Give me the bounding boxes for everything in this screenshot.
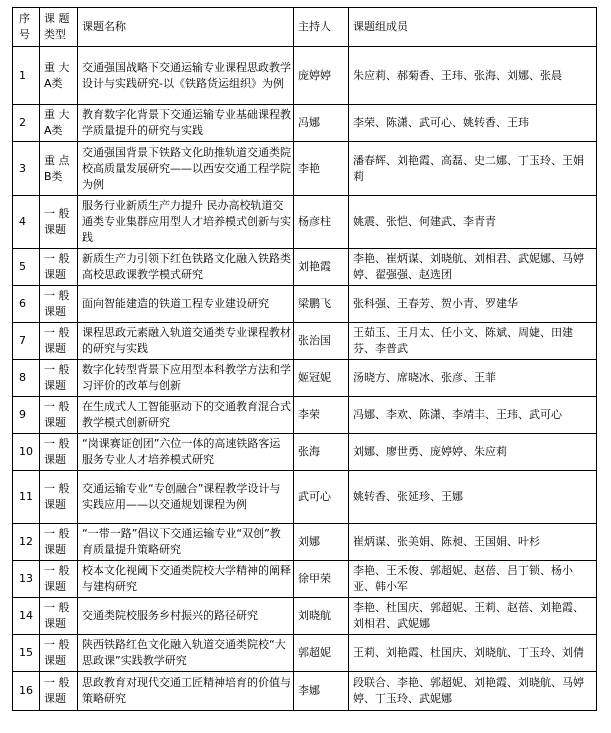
cell-type: 一 般 课题 <box>40 397 78 434</box>
cell-no: 5 <box>13 249 40 286</box>
cell-members: 姚震、张恺、何建武、李青青 <box>349 196 597 249</box>
table-row <box>13 360 597 397</box>
table-row <box>13 524 597 561</box>
cell-title: 交通强国战略下交通运输专业课程思政教学设计与实践研究-以《铁路货运组织》为例 <box>78 47 294 105</box>
cell-no: 8 <box>13 360 40 397</box>
cell-type: 一 般 课题 <box>40 635 78 672</box>
cell-host: 李娜 <box>294 672 349 711</box>
cell-type: 一 般 课题 <box>40 561 78 598</box>
table-row <box>13 105 597 142</box>
cell-type: 一 般 课题 <box>40 196 78 249</box>
cell-members: 李艳、杜国庆、郭超妮、王莉、赵蓓、刘艳霞、刘相君、武妮娜 <box>349 598 597 635</box>
cell-title: 交通类院校服务乡村振兴的路径研究 <box>78 598 294 635</box>
cell-title: 教育数字化背景下交通运输专业基础课程教学质量提升的研究与实践 <box>78 105 294 142</box>
cell-members: 王莉、刘艳霞、杜国庆、刘晓航、丁玉玲、刘倩 <box>349 635 597 672</box>
header-no: 序号 <box>13 8 40 47</box>
cell-type: 一 般 课题 <box>40 672 78 711</box>
document <box>12 7 597 711</box>
cell-members: 朱应莉、郝菊香、王玮、张海、刘娜、张晨 <box>349 47 597 105</box>
cell-title: 陕西铁路红色文化融入轨道交通类院校“大思政课”实践教学研究 <box>78 635 294 672</box>
cell-host: 李荣 <box>294 397 349 434</box>
table-row <box>13 323 597 360</box>
cell-title: “岗课赛证创团”六位一体的高速铁路客运服务专业人才培养模式研究 <box>78 434 294 471</box>
cell-title: 思政教育对现代交通工匠精神培育的价值与策略研究 <box>78 672 294 711</box>
cell-no: 11 <box>13 471 40 524</box>
table-row <box>13 598 597 635</box>
cell-type: 重 大 A类 <box>40 105 78 142</box>
cell-members: 刘娜、廖世勇、庞婷婷、朱应莉 <box>349 434 597 471</box>
cell-host: 刘晓航 <box>294 598 349 635</box>
cell-no: 2 <box>13 105 40 142</box>
header-members: 课题组成员 <box>349 8 597 47</box>
cell-members: 冯娜、李欢、陈潇、李靖丰、王玮、武可心 <box>349 397 597 434</box>
cell-host: 张海 <box>294 434 349 471</box>
table-row <box>13 635 597 672</box>
cell-host: 刘娜 <box>294 524 349 561</box>
cell-host: 郭超妮 <box>294 635 349 672</box>
table-row <box>13 397 597 434</box>
header-row <box>13 8 597 47</box>
cell-no: 16 <box>13 672 40 711</box>
cell-members: 李艳、王禾俊、郭超妮、赵蓓、吕丁锁、杨小亚、韩小军 <box>349 561 597 598</box>
cell-host: 武可心 <box>294 471 349 524</box>
cell-members: 张科强、王春芳、贺小青、罗建华 <box>349 286 597 323</box>
cell-type: 一 般 课题 <box>40 323 78 360</box>
cell-type: 重 大 A类 <box>40 47 78 105</box>
cell-no: 9 <box>13 397 40 434</box>
cell-no: 4 <box>13 196 40 249</box>
cell-title: 数字化转型背景下应用型本科教学方法和学习评价的改革与创新 <box>78 360 294 397</box>
cell-title: 在生成式人工智能驱动下的交通教育混合式教学模式创新研究 <box>78 397 294 434</box>
cell-title: 交通强国背景下铁路文化助推轨道交通类院校高质量发展研究——以西安交通工程学院为例 <box>78 142 294 196</box>
cell-no: 6 <box>13 286 40 323</box>
cell-members: 潘春辉、刘艳霞、高磊、史二娜、丁玉玲、王娟莉 <box>349 142 597 196</box>
cell-host: 冯娜 <box>294 105 349 142</box>
cell-no: 10 <box>13 434 40 471</box>
cell-host: 姬冠妮 <box>294 360 349 397</box>
cell-no: 3 <box>13 142 40 196</box>
table-body <box>13 47 597 711</box>
cell-no: 15 <box>13 635 40 672</box>
cell-title: 新质生产力引领下红色铁路文化融入铁路类高校思政课教学模式研究 <box>78 249 294 286</box>
table-row <box>13 471 597 524</box>
cell-title: 校本文化视阈下交通类院校大学精神的阐释与建构研究 <box>78 561 294 598</box>
cell-host: 梁鹏飞 <box>294 286 349 323</box>
cell-host: 李艳 <box>294 142 349 196</box>
cell-type: 一 般 课题 <box>40 524 78 561</box>
cell-members: 李艳、崔炳谋、刘晓航、刘相君、武妮娜、马婷婷、翟强强、赵选团 <box>349 249 597 286</box>
table-row <box>13 249 597 286</box>
cell-title: 服务行业新质生产力提升 民办高校轨道交通类专业集群应用型人才培养模式创新与实践 <box>78 196 294 249</box>
cell-host: 张治国 <box>294 323 349 360</box>
cell-no: 12 <box>13 524 40 561</box>
cell-type: 一 般 课题 <box>40 360 78 397</box>
cell-type: 一 般 课题 <box>40 286 78 323</box>
project-table <box>12 7 597 711</box>
table-row <box>13 672 597 711</box>
cell-title: 面向智能建造的铁道工程专业建设研究 <box>78 286 294 323</box>
cell-title: 课程思政元素融入轨道交通类专业课程教材的研究与实践 <box>78 323 294 360</box>
cell-members: 王茹玉、王月太、任小文、陈斌、周婕、田建芬、李普武 <box>349 323 597 360</box>
cell-type: 一 般 课题 <box>40 471 78 524</box>
cell-type: 一 般 课题 <box>40 598 78 635</box>
cell-host: 杨彦柱 <box>294 196 349 249</box>
table-row <box>13 434 597 471</box>
cell-members: 段联合、李艳、郭超妮、刘艳霞、刘晓航、马婷婷、丁玉玲、武妮娜 <box>349 672 597 711</box>
cell-host: 刘艳霞 <box>294 249 349 286</box>
cell-members: 崔炳谋、张美娟、陈昶、王国娟、叶杉 <box>349 524 597 561</box>
header-name: 课题名称 <box>78 8 294 47</box>
cell-no: 14 <box>13 598 40 635</box>
table-row <box>13 47 597 105</box>
table-row <box>13 196 597 249</box>
cell-type: 一 般 课题 <box>40 434 78 471</box>
table-row <box>13 286 597 323</box>
header-host: 主持人 <box>294 8 349 47</box>
header-type: 课 题 类型 <box>40 8 78 47</box>
cell-members: 姚转香、张延珍、王娜 <box>349 471 597 524</box>
cell-host: 庞婷婷 <box>294 47 349 105</box>
cell-members: 李荣、陈潇、武可心、姚转香、王玮 <box>349 105 597 142</box>
cell-type: 一 般 课题 <box>40 249 78 286</box>
table-row <box>13 142 597 196</box>
cell-no: 7 <box>13 323 40 360</box>
table-row <box>13 561 597 598</box>
cell-type: 重 点 B类 <box>40 142 78 196</box>
cell-host: 徐甲荣 <box>294 561 349 598</box>
cell-members: 汤晓方、席晓冰、张彦、王菲 <box>349 360 597 397</box>
cell-no: 13 <box>13 561 40 598</box>
cell-no: 1 <box>13 47 40 105</box>
cell-title: “一带一路”倡议下交通运输专业“双创”教育质量提升策略研究 <box>78 524 294 561</box>
cell-title: 交通运输专业“专创融合”课程教学设计与实践应用——以交通规划课程为例 <box>78 471 294 524</box>
